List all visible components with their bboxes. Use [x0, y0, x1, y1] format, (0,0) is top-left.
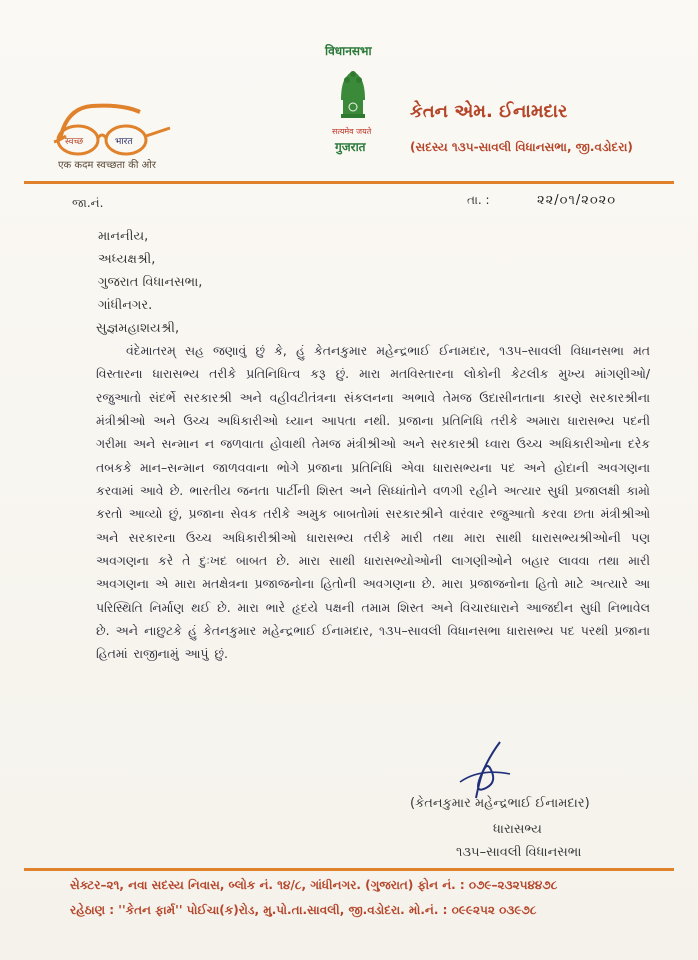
signatory-role: ધારાસભ્ય — [493, 822, 542, 837]
recipient-line-1: માનનીય, — [98, 229, 149, 244]
salutation: સુજ્ઞમહાશયશ્રી, — [96, 321, 180, 336]
recipient-line-3: ગુજરાત વિધાનસભા, — [98, 275, 203, 290]
reference-label: જા.નં. — [72, 196, 104, 210]
swachh-tagline: एक कदम स्वच्छता की ओर — [58, 160, 156, 171]
letter-body: વંદેમાતરમ્ સહ જણાવું છું કે, હું કેતનકુમાર મહેન્દ્રભાઈ ઈનામદાર, ૧૩૫–સાવલી વિધાનસભા મત વિસ્તારના ધારાસભ્ય તરીકે પ્રતિનિધિત્વ કરૂ છું. મારા મતવિસ્તારના લોકોની કેટલીક મુખ્ય માંગણીઓ/રજુઆતો સંદર્ભે સરકારશ્રી અને વહીવટીતંત્રના સંકલનના અભાવે તેમજ ઉદાસીનતાના કારણે સરકારશ્રીના મંત્રીશ્રીઓ અને ઉચ્ચ અધિકારીઓ ધ્યાન આપતા નથી. પ્રજાના પ્રતિનિધિ તરીકે અમારા ધારાસભ્ય પદની ગરીમા અને સન્માન ન જળવાતા હોવાથી તેમજ મંત્રીશ્રીઓ અને સરકારશ્રી ધ્વારા ઉચ્ચ અધિકારીઓના દરેક તબકકે માન–સન્માન જાળવવાના ભોગે પ્રજાના પ્રતિનિધિ એવા ધારાસભ્યના પદ અને હોદાની અવગણના કરવામાં આવે છે. ભારતીય જનતા પાર્ટીની શિસ્ત અને સિધ્ધાંતોને વળગી રહીને અત્યાર સુધી પ્રજાલક્ષી કામો કરતો આવ્યો છું, પ્રજાના સેવક તરીકે અમુક બાબતોમાં સરકારશ્રીને વારંવાર રજુઆતો કરવા છતા મંત્રીશ્રીઓ અને સરકારના ઉચ્ચ અધિકારીશ્રીઓ ધારાસભ્ય તરીકે મારી તથા મારા સાથી ધારાસભ્યશ્રીઓની પણ અવગણના કરે તે દુઃખદ બાબત છે. મારા સાથી ધારાસભ્યોઓની લાગણીઓને બહાર લાવવા તથા મારી અવગણના એ મારા મતક્ષેત્રના પ્રજાજનોના હિતોની અવગણના છે. મારા પ્રજાજનોના હિતો માટે અત્યારે આ પરિસ્થિતિ નિર્માણ થઈ છે. મારા ભારે હૃદયે પક્ષની તમામ શિસ્ત અને વિચારધારાને આજદીન સુધી નિભાવેલ છે. અને નાછુટકે હું કેતનકુમાર મહેન્દ્રભાઈ ઈનામદાર, ૧૩૫–સાવલી વિધાનસભા ધારાસભ્ય પદ પરથી પ્રજાના હિતમાં રાજીનામું આપું છું. — [96, 343, 650, 662]
sender-designation: (સદસ્ય ૧૩૫-સાવલી વિધાનસભા, જી.વડોદરા) — [410, 140, 633, 154]
date-value: ૨૨/૦૧/૨૦૨૦ — [537, 193, 617, 208]
emblem-motto: सत्यमेव जयते — [332, 127, 372, 136]
state-name: गुजरात — [335, 140, 366, 154]
swachh-text: स्वच्छ — [65, 137, 84, 147]
sender-name: કેતન એમ. ઈનામદાર — [410, 101, 568, 122]
recipient-line-2: અધ્યક્ષશ્રી, — [98, 252, 156, 267]
header-divider — [24, 181, 674, 184]
assembly-title: विधानसभा — [325, 44, 372, 58]
recipient-line-4: ગાંધીનગર. — [98, 298, 153, 313]
footer-divider — [24, 868, 674, 871]
signatory-constituency: ૧૩૫–સાવલી વિધાનસભા — [456, 845, 582, 860]
bharat-text: भारत — [115, 137, 133, 147]
date-label: તા. : — [467, 193, 490, 207]
footer-office-address: સેક્ટર–૨૧, નવા સદસ્ય નિવાસ, બ્લોક નં. ૧૪/૮, ગાંધીનગર. (ગુજરાત) ફોન નં. : ૦૭૯–૨૩૨૫૪૪૭૮ — [70, 878, 558, 892]
signatory-name: (કેતનકુમાર મહેન્દ્રભાઈ ઈનામદાર) — [410, 796, 590, 811]
ashoka-emblem-icon — [335, 62, 371, 122]
footer-residence-address: રહેઠાણ : ''કેતન ફાર્મ'' પોઈચા(ક)રોડ, મુ.પો.તા.સાવલી, જી.વડોદરા. મો.નં. : ૦૯૯૨૫૨ ૦૩૯૭૮ — [70, 903, 537, 917]
